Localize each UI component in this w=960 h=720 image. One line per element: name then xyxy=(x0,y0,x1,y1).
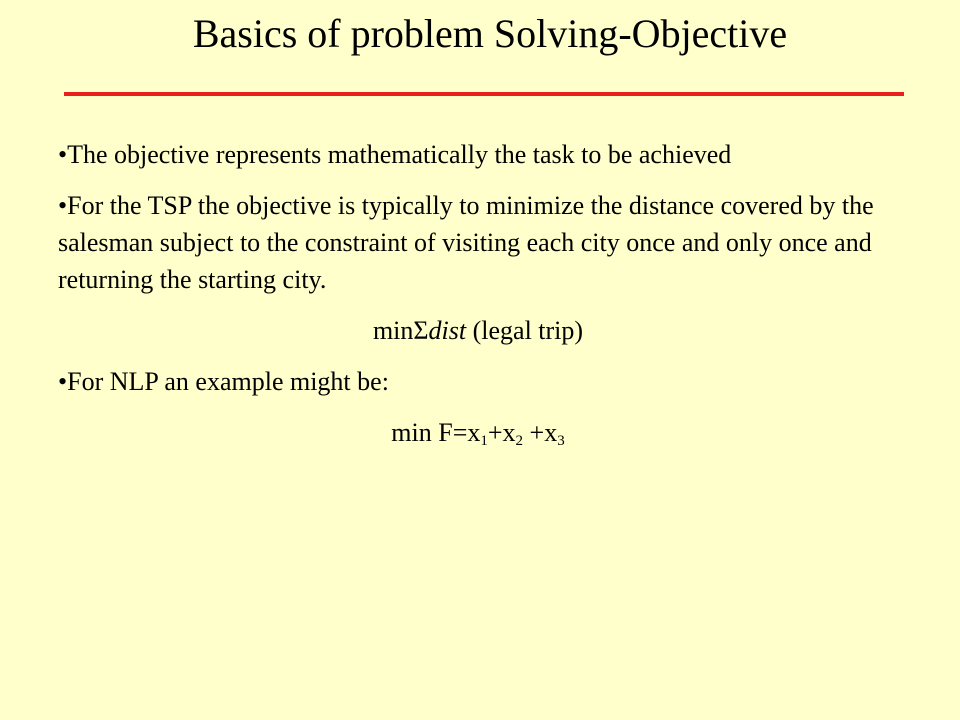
title-divider xyxy=(64,92,904,96)
slide-content xyxy=(58,136,898,460)
slide-title: Basics of problem Solving-Objective xyxy=(192,11,788,56)
bullet-nlp: •For NLP an example might be: xyxy=(58,367,389,396)
tsp-formula-suffix: (legal trip) xyxy=(466,316,584,345)
nlp-formula xyxy=(58,414,898,460)
nlp-formula-sub1: 1 xyxy=(480,433,488,449)
tsp-formula-prefix: minΣ xyxy=(372,316,429,345)
nlp-formula-mid2: +x xyxy=(523,418,558,447)
nlp-formula-sub3: 3 xyxy=(557,433,565,449)
tsp-formula xyxy=(58,312,898,349)
bullet-objective: •The objective represents mathematically the task to be achieved xyxy=(58,140,732,169)
bullet-tsp: •For the TSP the objective is typically to minimize the distance covered by the salesman subject to the constraint of visiting each city once and only once and returning the starting city. xyxy=(58,191,874,294)
nlp-formula-mid1: +x xyxy=(487,418,516,447)
nlp-formula-prefix: min F=x xyxy=(391,418,481,447)
nlp-formula-sub2: 2 xyxy=(515,433,524,449)
tsp-formula-dist: dist xyxy=(428,316,467,345)
